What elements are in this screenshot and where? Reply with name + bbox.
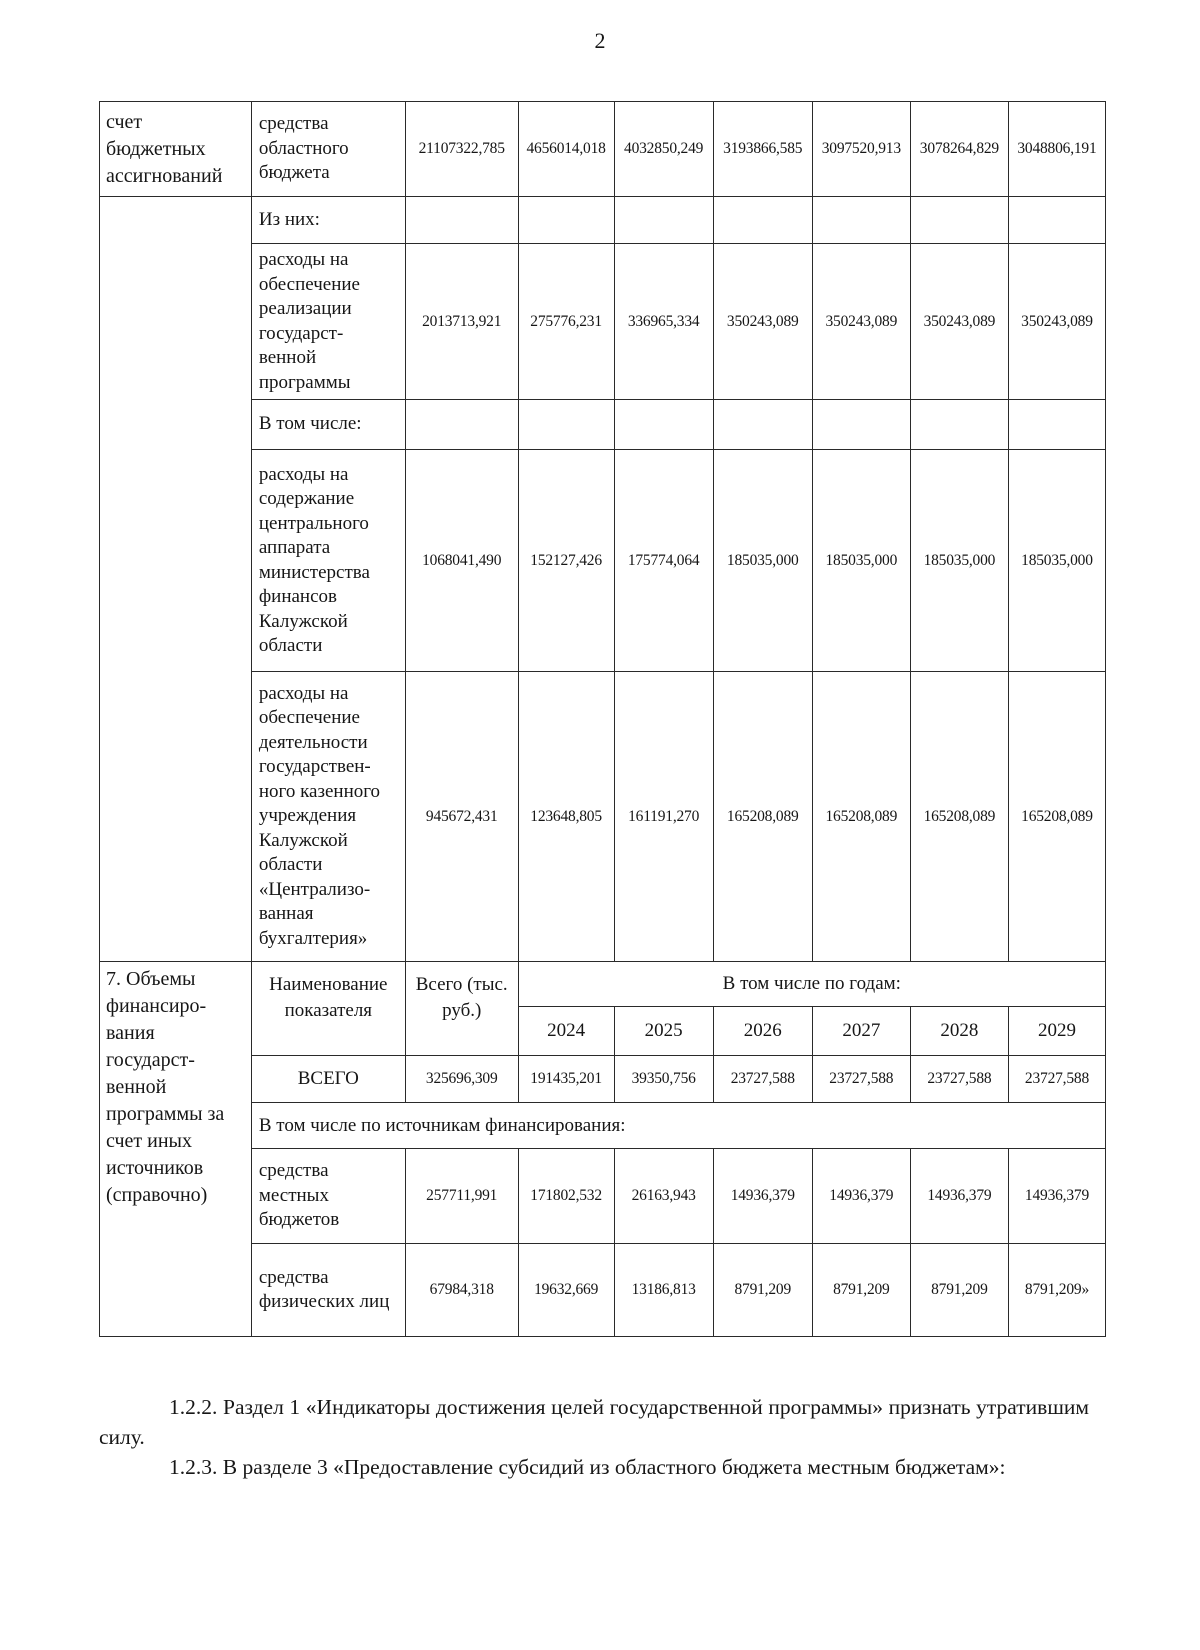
year-cell: 19632,669 [518,1244,614,1337]
year-cell: 14936,379 [1008,1149,1105,1244]
body-text [99,1392,1089,1482]
row-label: расходы на обеспечение реализации государст-венной программы [251,244,405,400]
year-cell: 171802,532 [518,1149,614,1244]
year-cell: 165208,089 [713,672,812,962]
years-group-header: В том числе по годам: [518,962,1105,1007]
table-row [100,102,1106,197]
table-row [100,1103,1106,1149]
year-cell: 185035,000 [713,450,812,672]
table-row [100,1244,1106,1337]
year-cell: 23727,588 [1008,1056,1105,1103]
table-row [100,1056,1106,1103]
year-cell: 3048806,191 [1008,102,1105,197]
year-header: 2028 [910,1007,1008,1056]
year-cell: 13186,813 [614,1244,713,1337]
total-cell: 945672,431 [405,672,518,962]
table-row [100,1149,1106,1244]
year-cell: 275776,231 [518,244,614,400]
year-cell: 14936,379 [812,1149,910,1244]
paragraph: 1.2.2. Раздел 1 «Индикаторы достижения целей государственной программы» признать утратившим силу. [99,1395,1089,1449]
table-row [100,672,1106,962]
row-label: средства местных бюджетов [251,1149,405,1244]
year-cell: 39350,756 [614,1056,713,1103]
total-cell: 21107322,785 [405,102,518,197]
year-header: 2025 [614,1007,713,1056]
year-cell: 3193866,585 [713,102,812,197]
table-row [100,450,1106,672]
total-cell: 67984,318 [405,1244,518,1337]
row-label: расходы на обеспечение деятельности государствен-ного казенного учреждения Калужской области «Централизо-ванная бухгалтерия» [251,672,405,962]
year-header: 2027 [812,1007,910,1056]
section-tail-label: счет бюджетных ассигнований [100,102,252,197]
row-label: расходы на содержание центрального аппарата министерства финансов Калужской области [251,450,405,672]
year-cell: 185035,000 [1008,450,1105,672]
year-cell: 350243,089 [910,244,1008,400]
year-header: 2026 [713,1007,812,1056]
year-cell: 4032850,249 [614,102,713,197]
year-cell: 185035,000 [910,450,1008,672]
year-cell: 185035,000 [812,450,910,672]
year-cell: 3097520,913 [812,102,910,197]
section-7-title: 7. Объемы финансиро-вания государст-венной программы за счет иных источников (справочно) [100,962,252,1337]
page-number: 2 [594,28,606,53]
year-cell: 23727,588 [812,1056,910,1103]
year-cell: 165208,089 [1008,672,1105,962]
year-header: 2024 [518,1007,614,1056]
total-column-header: Всего (тыс. руб.) [405,962,518,1056]
table-row [100,962,1106,1007]
year-cell: 350243,089 [812,244,910,400]
year-cell: 14936,379 [910,1149,1008,1244]
table-row [100,197,1106,244]
year-header: 2029 [1008,1007,1105,1056]
total-cell: 325696,309 [405,1056,518,1103]
total-row-label: ВСЕГО [251,1056,405,1103]
year-cell: 350243,089 [1008,244,1105,400]
paragraph: 1.2.3. В разделе 3 «Предоставление субсидий из областного бюджета местным бюджетам»: [169,1455,1006,1479]
year-cell: 8791,209» [1008,1244,1105,1337]
financing-table [99,101,1106,1337]
table-row [100,400,1106,450]
year-cell: 165208,089 [812,672,910,962]
year-cell: 26163,943 [614,1149,713,1244]
year-cell: 4656014,018 [518,102,614,197]
year-cell: 14936,379 [713,1149,812,1244]
year-cell: 3078264,829 [910,102,1008,197]
year-cell: 8791,209 [713,1244,812,1337]
indicator-column-header: Наименование показателя [251,962,405,1056]
year-cell: 161191,270 [614,672,713,962]
table-row [100,244,1106,400]
year-cell: 175774,064 [614,450,713,672]
year-cell: 191435,201 [518,1056,614,1103]
sources-title: В том числе по источникам финансирования: [251,1103,1105,1149]
row-label: В том числе: [251,400,405,450]
year-cell: 350243,089 [713,244,812,400]
total-cell: 257711,991 [405,1149,518,1244]
year-cell: 336965,334 [614,244,713,400]
year-cell: 8791,209 [910,1244,1008,1337]
year-cell: 23727,588 [713,1056,812,1103]
row-label: Из них: [251,197,405,244]
year-cell: 23727,588 [910,1056,1008,1103]
year-cell: 123648,805 [518,672,614,962]
year-cell: 8791,209 [812,1244,910,1337]
section-blank-cell [100,197,252,962]
year-cell: 152127,426 [518,450,614,672]
year-cell: 165208,089 [910,672,1008,962]
total-cell: 2013713,921 [405,244,518,400]
row-label: средства областного бюджета [251,102,405,197]
total-cell: 1068041,490 [405,450,518,672]
row-label: средства физических лиц [251,1244,405,1337]
